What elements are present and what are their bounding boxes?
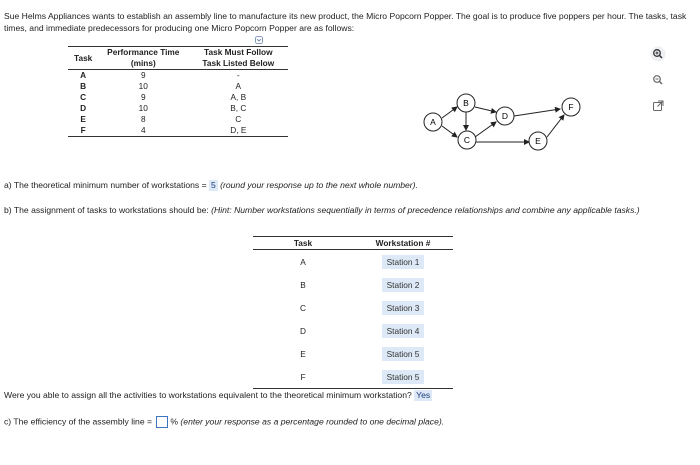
svg-text:E: E [535, 136, 541, 146]
table-row: B Station 2 [253, 273, 453, 296]
station-select[interactable]: Station 5 [382, 347, 425, 361]
precedence-diagram [420, 85, 605, 160]
table-row: B 10 A [80, 81, 242, 91]
question-assign: Were you able to assign all the activities to workstations equivalent to the theoretical minimum workstation? Yes [4, 390, 431, 400]
col-performance-time: Performance Time (mins) [98, 47, 188, 70]
task-table [68, 46, 288, 137]
table-row: C Station 3 [253, 296, 453, 319]
diagram-node [458, 131, 476, 149]
question-b: b) The assignment of tasks to workstations should be: (Hint: Number workstations sequentially in terms of precedence relationships and combine any applicable tasks.) [4, 205, 640, 215]
station-select[interactable]: Station 2 [382, 278, 425, 292]
side-toolbar [650, 46, 670, 124]
zoom-in-icon[interactable] [650, 46, 666, 62]
table-row: C 9 A, B [80, 92, 247, 102]
zoom-out-icon[interactable] [650, 72, 666, 88]
problem-intro: Sue Helms Appliances wants to establish an assembly line to manufacture its new product, the Micro Popcorn Popper. The goal is to produce five poppers per hour. The tasks, task times, and immediate predecessors for producing one Micro Popcorn Popper are as follows: [4, 11, 687, 33]
question-a: a) The theoretical minimum number of workstations = 5 (round your response up to the next whole number). [4, 180, 418, 190]
col-task: Task [68, 47, 98, 70]
diagram-node [562, 98, 580, 116]
table-row: F Station 5 [253, 365, 453, 389]
open-external-icon[interactable] [650, 98, 666, 114]
table-row: D 10 B, C [80, 103, 247, 113]
col-task: Task [253, 237, 353, 250]
diagram-node [424, 113, 442, 131]
svg-text:B: B [463, 98, 469, 108]
answer-assign-value[interactable]: Yes [416, 390, 431, 400]
table-row: A 9 - [80, 70, 240, 80]
diagram-node [529, 132, 547, 150]
table-row: E Station 5 [253, 342, 453, 365]
station-select[interactable]: Station 1 [382, 255, 425, 269]
col-predecessor: Task Must Follow Task Listed Below [188, 47, 288, 70]
svg-text:A: A [430, 117, 436, 127]
question-c: c) The efficiency of the assembly line = % (enter your response as a percentage rounded to one decimal place). [4, 416, 445, 427]
station-select[interactable]: Station 5 [382, 370, 425, 384]
diagram-node [496, 107, 514, 125]
svg-text:D: D [501, 111, 509, 121]
svg-text:F: F [568, 102, 574, 112]
station-select[interactable]: Station 4 [382, 324, 425, 338]
table-row: D Station 4 [253, 319, 453, 342]
table-row: F 4 D, E [68, 125, 288, 137]
diagram-node [457, 94, 475, 112]
collapse-icon[interactable] [255, 36, 263, 44]
efficiency-input[interactable] [156, 416, 168, 428]
col-workstation: Workstation # [353, 237, 453, 250]
svg-text:C: C [463, 135, 471, 145]
workstation-table [253, 236, 453, 389]
station-select[interactable]: Station 3 [382, 301, 425, 315]
table-row: E 8 C [80, 114, 242, 124]
answer-a-value[interactable]: 5 [210, 180, 216, 190]
table-row: A Station 1 [253, 250, 453, 274]
